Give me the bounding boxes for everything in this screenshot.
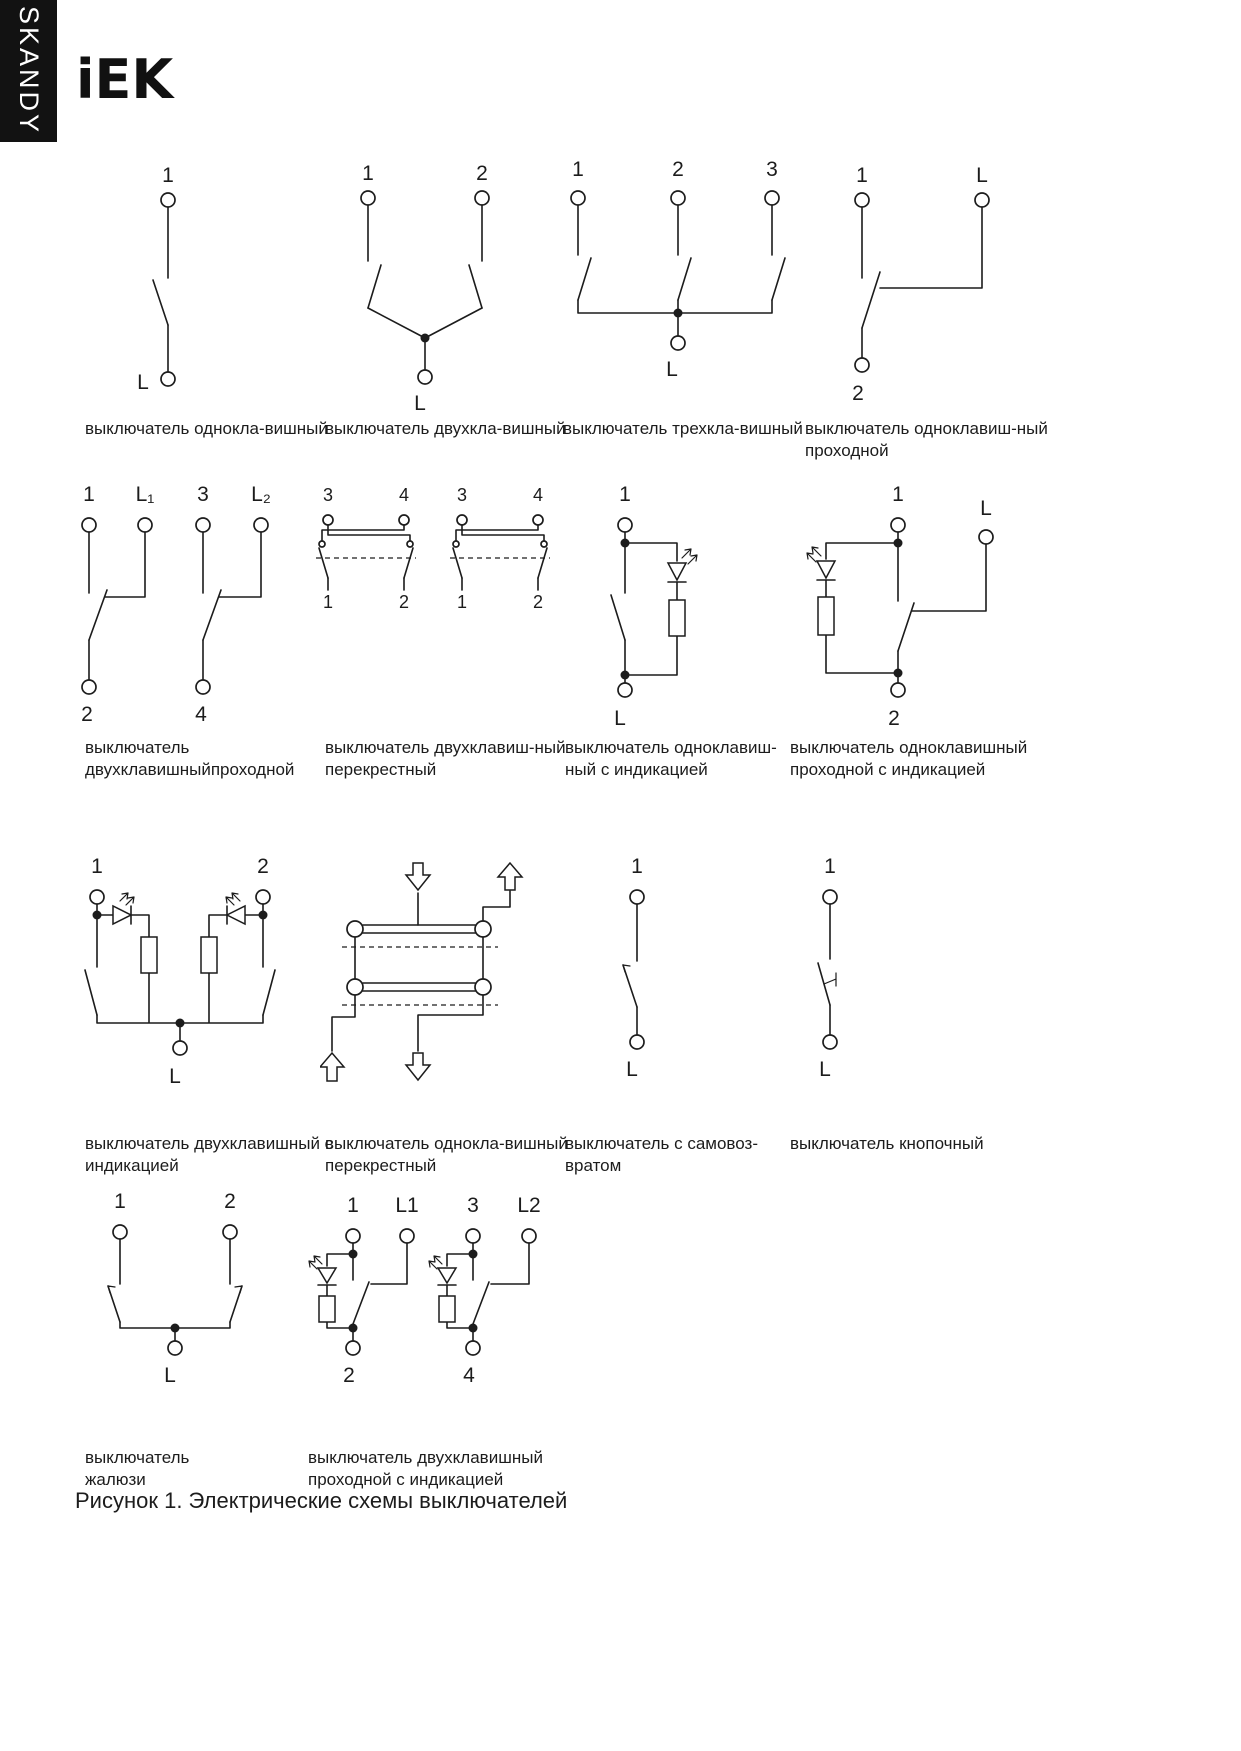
led-arrows-icon <box>120 893 134 905</box>
schematic-single-indicator <box>565 485 795 735</box>
terminal-label: L <box>626 1058 638 1081</box>
terminal-label: 2 <box>398 592 410 612</box>
led-icon <box>668 563 686 580</box>
caption-single-indicator: выключатель одноклавиш- ный с индикацией <box>565 738 777 780</box>
terminal <box>975 193 989 207</box>
terminal <box>475 191 489 205</box>
diagram-push-button-switch <box>790 855 1015 1090</box>
terminal-label: 2 <box>224 1190 236 1213</box>
diagram-double-switch-indicator <box>75 855 310 1100</box>
terminal <box>173 1041 187 1055</box>
led-icon <box>817 561 835 578</box>
junction-dot <box>894 539 903 548</box>
switch-blade <box>108 1286 242 1322</box>
terminal-label: 1 <box>114 1190 126 1213</box>
terminal <box>979 530 993 544</box>
terminal-label: 1 <box>322 592 334 612</box>
junction-dot <box>421 334 430 343</box>
terminal <box>346 1229 360 1243</box>
schematic-double-crossover <box>310 485 555 617</box>
terminal-label: L1 <box>395 1194 419 1217</box>
schematic-blinds <box>75 1190 300 1390</box>
wiring <box>368 205 482 370</box>
led-arrows-icon <box>429 1256 442 1269</box>
schematic-triple-switch <box>555 160 795 385</box>
terminal-label: 2 <box>343 1364 355 1387</box>
terminal-label: L₁ <box>135 485 155 506</box>
terminal-label: 3 <box>322 485 334 505</box>
switch-blade <box>898 603 914 651</box>
terminal-label: L <box>169 1065 181 1088</box>
switch-blade <box>353 1282 489 1324</box>
schematic-push-button <box>790 855 1015 1085</box>
terminal-label: 2 <box>888 707 900 730</box>
caption-momentary: выключатель с самовоз- вратом <box>565 1134 758 1176</box>
terminal-label: 2 <box>81 703 93 726</box>
terminal <box>254 518 268 532</box>
terminal-label: 3 <box>766 160 778 181</box>
terminal-label: 2 <box>852 382 864 405</box>
schematic-two-way-indicator <box>790 485 1020 735</box>
caption-single-crossover: выключатель однокла-вишный перекрестный <box>325 1134 568 1176</box>
junction-dot <box>621 539 630 548</box>
led-icon <box>113 906 131 924</box>
led-arrows-icon <box>226 893 240 905</box>
caption-blinds: выключатель жалюзи <box>85 1448 190 1490</box>
terminal <box>522 1229 536 1243</box>
brand-banner-label: SKANDY <box>14 6 44 136</box>
terminal-label: 2 <box>532 592 544 612</box>
terminal-label: L <box>666 358 678 381</box>
resistor <box>669 600 685 636</box>
contact-point <box>541 541 547 547</box>
wiring <box>862 207 982 358</box>
resistor <box>818 597 834 635</box>
caption-triple-switch: выключатель трехкла-вишный <box>563 419 803 438</box>
terminal-label: L₂ <box>251 485 271 506</box>
terminal-label: 1 <box>347 1194 359 1217</box>
schematic-double-two-way <box>75 485 305 730</box>
contact-point <box>453 541 459 547</box>
diagram-single-switch <box>85 160 285 405</box>
terminal <box>361 191 375 205</box>
junction-dot <box>469 1250 478 1259</box>
diagram-two-way-switch-indicator <box>790 485 1020 740</box>
diagram-single-switch-indicator <box>565 485 795 740</box>
caption-two-way-indicator: выключатель одноклавишный проходной с индикацией <box>790 738 1028 780</box>
terminal <box>457 515 467 525</box>
terminal <box>82 680 96 694</box>
terminal-label: L <box>614 707 626 730</box>
terminal-label: 1 <box>892 485 904 506</box>
terminal <box>256 890 270 904</box>
junction-dot <box>171 1324 180 1333</box>
terminal <box>630 1035 644 1049</box>
terminal <box>82 518 96 532</box>
terminal-label: 1 <box>83 485 95 506</box>
caption-single-switch: выключатель однокла-вишный <box>85 419 328 438</box>
diagram-two-way-switch <box>800 160 1040 415</box>
led-arrows-icon <box>309 1256 322 1269</box>
direction-arrow-icon <box>320 1053 344 1081</box>
terminal-label: L2 <box>517 1194 541 1217</box>
terminal <box>855 358 869 372</box>
terminal-label: 4 <box>463 1364 475 1387</box>
wiring <box>327 1243 529 1341</box>
figure-caption: Рисунок 1. Электрические схемы выключателей <box>75 1488 568 1513</box>
resistor <box>319 1296 335 1322</box>
schematic-single-switch <box>85 160 285 400</box>
self-return-arrow-icon <box>108 1286 242 1293</box>
caption-double-two-way: выключатель двухклавишныйпроходной <box>85 738 295 780</box>
terminal-label: 4 <box>195 703 207 726</box>
junction-dot <box>176 1019 185 1028</box>
switch-blade <box>368 265 482 308</box>
terminal <box>323 515 333 525</box>
switch-blade <box>453 548 547 578</box>
terminal-label: L <box>414 392 426 415</box>
terminal <box>533 515 543 525</box>
terminal-label: 1 <box>456 592 468 612</box>
switch-blade <box>153 280 168 325</box>
schematic-single-crossover <box>320 855 545 1090</box>
contact-point <box>407 541 413 547</box>
contact-point <box>319 541 325 547</box>
terminal-label: 1 <box>856 164 868 187</box>
terminal <box>671 336 685 350</box>
diagram-double-switch <box>320 158 545 423</box>
terminal-label: 4 <box>532 485 544 505</box>
caption-double-crossover: выключатель двухклавиш-ный перекрестный <box>325 738 566 780</box>
terminal-label: 1 <box>162 164 174 187</box>
terminal-label: 2 <box>672 160 684 181</box>
contact-point <box>347 921 363 937</box>
terminal <box>618 683 632 697</box>
terminal <box>168 1341 182 1355</box>
caption-push-button: выключатель кнопочный <box>790 1134 984 1153</box>
schematic-momentary <box>565 855 790 1085</box>
terminal <box>671 191 685 205</box>
junction-dot <box>259 911 268 920</box>
led-arrows-icon <box>682 549 697 564</box>
terminal <box>418 370 432 384</box>
terminal-label: 1 <box>619 485 631 506</box>
terminal <box>161 193 175 207</box>
led-icon <box>227 906 245 924</box>
junction-dot <box>93 911 102 920</box>
contact-point <box>475 921 491 937</box>
caption-double-two-way-indicator: выключатель двухклавишный проходной с индикацией <box>308 1448 543 1490</box>
resistor <box>141 937 157 973</box>
schematic-two-way-switch <box>800 160 1040 410</box>
terminal <box>765 191 779 205</box>
caption-double-switch: выключатель двухкла-вишный <box>325 419 566 438</box>
terminal <box>891 518 905 532</box>
diagram-double-two-way-indicator <box>305 1190 550 1395</box>
terminal-label: 1 <box>824 855 836 878</box>
terminal-label: L <box>137 371 149 394</box>
terminal <box>138 518 152 532</box>
switch-blade <box>611 595 625 640</box>
terminal-label: 2 <box>476 162 488 185</box>
junction-dot <box>469 1324 478 1333</box>
terminal-label: 1 <box>572 160 584 181</box>
switch-blade <box>578 258 785 300</box>
wiring <box>332 891 510 1051</box>
schematic-double-two-way-indicator <box>305 1190 550 1390</box>
schematic-double-switch <box>320 158 545 418</box>
diagram-double-two-way-switch <box>75 485 305 735</box>
schematic-double-indicator <box>75 855 310 1095</box>
terminal <box>223 1225 237 1239</box>
resistor <box>201 937 217 973</box>
terminal <box>630 890 644 904</box>
terminal-label: 1 <box>631 855 643 878</box>
terminal <box>823 1035 837 1049</box>
terminal <box>891 683 905 697</box>
terminal <box>466 1341 480 1355</box>
led-icon <box>438 1268 456 1283</box>
terminal <box>346 1341 360 1355</box>
direction-arrow-icon <box>498 863 522 890</box>
push-actuator-icon <box>824 973 836 986</box>
junction-dot <box>674 309 683 318</box>
direction-arrow-icon <box>406 863 430 890</box>
diagram-double-crossover-switch <box>310 485 555 622</box>
junction-dot <box>349 1250 358 1259</box>
led-icon <box>318 1268 336 1283</box>
terminal <box>823 890 837 904</box>
terminal <box>400 1229 414 1243</box>
wiring <box>826 532 986 683</box>
rocker-bars <box>363 925 475 991</box>
switch-blade <box>319 548 413 578</box>
diagram-single-crossover-switch <box>320 855 545 1095</box>
led-arrows-icon <box>807 547 821 562</box>
diagram-triple-switch <box>555 160 795 390</box>
terminal-label: L <box>819 1058 831 1081</box>
terminal-label: 2 <box>257 855 269 878</box>
terminal-label: 3 <box>467 1194 479 1217</box>
terminal-label: 1 <box>362 162 374 185</box>
terminal-label: 3 <box>197 485 209 506</box>
terminal <box>90 890 104 904</box>
wiring <box>89 532 261 680</box>
terminal-label: 1 <box>91 855 103 878</box>
terminal-label: L <box>164 1364 176 1387</box>
terminal <box>196 680 210 694</box>
junction-dot <box>621 671 630 680</box>
terminal <box>618 518 632 532</box>
terminal <box>161 372 175 386</box>
mechanical-link <box>342 947 498 1005</box>
terminal <box>571 191 585 205</box>
brand-banner <box>0 0 57 142</box>
terminal-label: L <box>980 497 992 520</box>
terminal-label: 3 <box>456 485 468 505</box>
terminal <box>196 518 210 532</box>
terminal-label: 4 <box>398 485 410 505</box>
junction-dot <box>894 669 903 678</box>
terminal <box>399 515 409 525</box>
terminal <box>855 193 869 207</box>
caption-double-indicator: выключатель двухклавишный с индикацией <box>85 1134 334 1176</box>
diagram-momentary-switch <box>565 855 790 1090</box>
caption-two-way-switch: выключатель одноклавиш-ный проходной <box>805 419 1048 461</box>
switch-blade <box>85 970 275 1015</box>
diagram-blinds-switch <box>75 1190 300 1395</box>
direction-arrow-icon <box>406 1053 430 1080</box>
iek-logo: iEK <box>76 48 174 111</box>
switch-blade <box>862 272 880 328</box>
terminal <box>466 1229 480 1243</box>
contact-point <box>475 979 491 995</box>
junction-dot <box>349 1324 358 1333</box>
contact-point <box>347 979 363 995</box>
terminal-label: L <box>976 164 988 187</box>
terminal <box>113 1225 127 1239</box>
resistor <box>439 1296 455 1322</box>
